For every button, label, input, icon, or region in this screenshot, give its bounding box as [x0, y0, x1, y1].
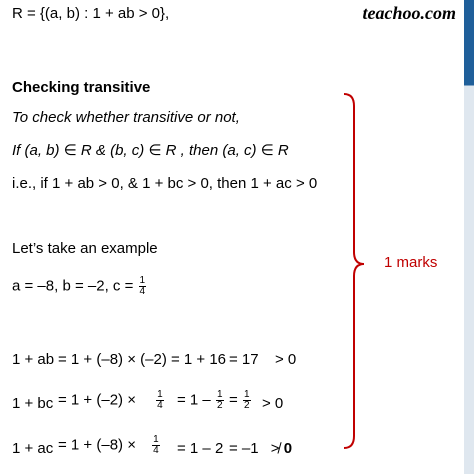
fraction-denominator: 2 [243, 400, 250, 411]
bc-res-eq: = [229, 391, 238, 409]
fraction-numerator: 1 [243, 389, 250, 400]
curly-brace [340, 92, 370, 452]
values-prefix: a = –8, b = –2, c = [12, 277, 138, 295]
fraction-denominator: 2 [216, 400, 223, 411]
ab-result: = 17 [229, 351, 259, 368]
fraction-c [139, 276, 147, 297]
bc-expr-text: = 1 + (–2) × [58, 391, 136, 409]
marks-label: 1 marks [384, 254, 438, 271]
fraction-denominator: 4 [139, 286, 146, 297]
ac-middle: = 1 – 2 [177, 440, 224, 457]
section-heading: Checking transitive [12, 79, 151, 96]
ie-statement: i.e., if 1 + ab > 0, & 1 + bc > 0, then 1 + ac > 0 [12, 175, 318, 192]
fraction-denominator: 4 [157, 400, 163, 411]
ac-expr-text: = 1 + (–8) × [58, 436, 136, 454]
fraction-numerator: 1 [139, 275, 146, 286]
relation-definition: R = {(a, b) : 1 + ab > 0}, [12, 5, 170, 22]
bc-fraction-1 [156, 390, 164, 411]
bc-mid-text: = 1 – [177, 391, 211, 409]
bc-comparison: > 0 [262, 395, 284, 412]
ac-result [229, 440, 292, 458]
bc-fraction-2 [216, 390, 224, 411]
not-greater-symbol: ≯ [270, 440, 280, 457]
fraction-numerator: 1 [153, 434, 159, 445]
bc-lhs: 1 + bc [12, 395, 54, 412]
ac-expression [58, 435, 161, 456]
bc-fraction-3 [243, 390, 251, 411]
intro-line-2: If (a, b) ∈ R & (b, c) ∈ R , then (a, c) ∈ R [12, 142, 289, 159]
fraction-denominator: 4 [153, 445, 159, 456]
intro-line-1: To check whether transitive or not, [12, 109, 240, 126]
ab-expression: = 1 + (–8) × (–2) = 1 + 16 [58, 351, 227, 368]
fraction-numerator: 1 [157, 389, 163, 400]
ac-res-text: = –1 [229, 440, 259, 457]
ab-lhs: 1 + ab [12, 351, 55, 368]
teachoo-logo: teachoo.com [362, 3, 456, 23]
bc-expression [58, 390, 165, 411]
ac-lhs: 1 + ac [12, 440, 54, 457]
slide-sidebar-strip [464, 0, 474, 474]
example-intro: Let’s take an example [12, 240, 158, 257]
fraction-numerator: 1 [216, 389, 223, 400]
bc-result [229, 390, 252, 411]
ab-comparison: > 0 [275, 351, 297, 368]
ac-zero: 0 [283, 440, 293, 457]
bc-middle [177, 390, 225, 411]
example-values [12, 276, 147, 297]
ac-fraction-1 [152, 435, 160, 456]
